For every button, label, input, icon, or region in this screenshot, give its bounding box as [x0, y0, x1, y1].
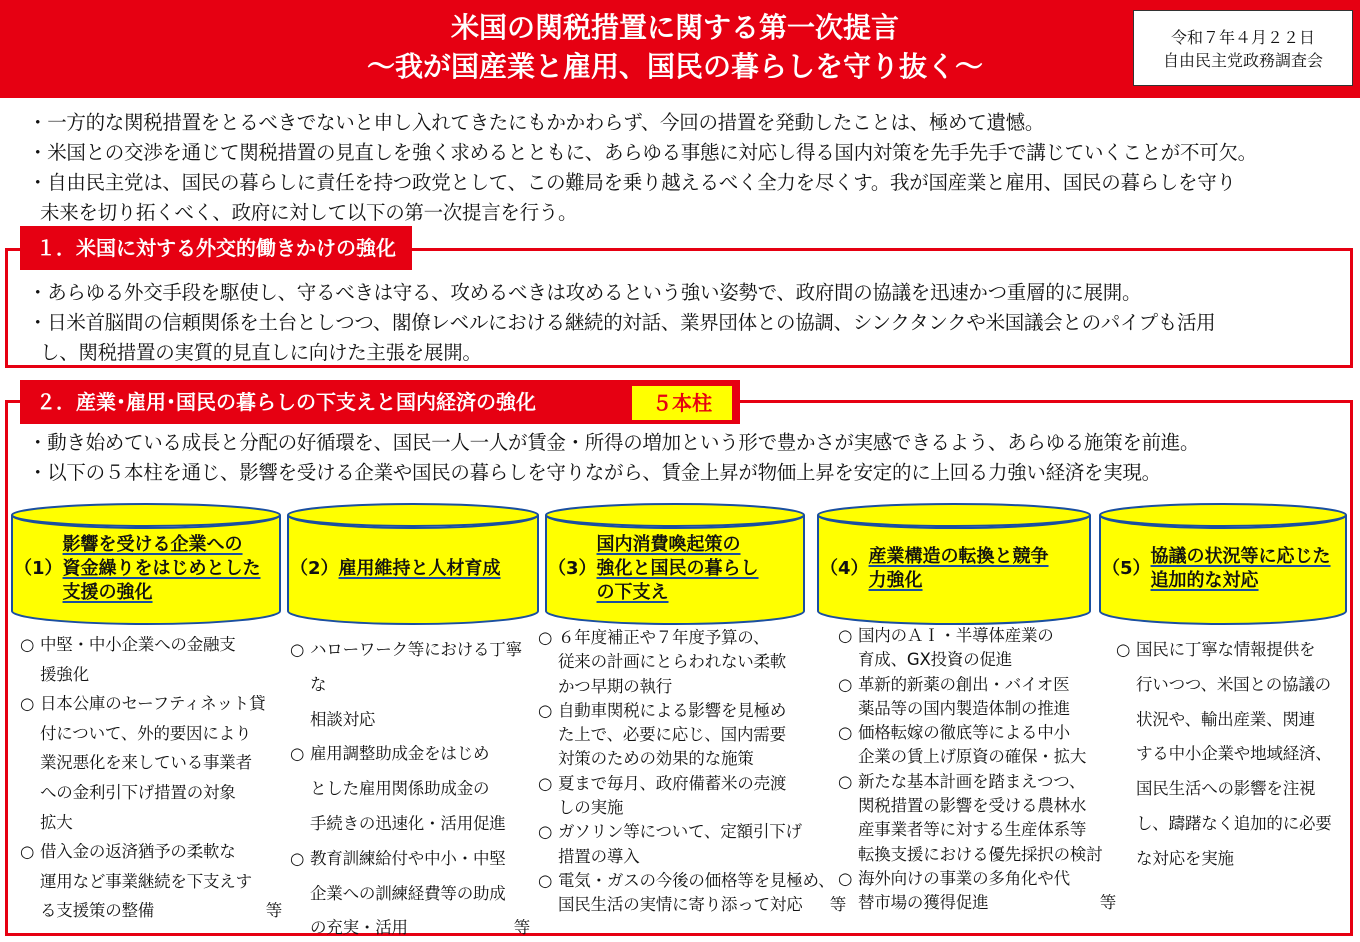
measure-line: とした雇用関係助成金の: [310, 779, 490, 799]
measure-line: 従来の計画にとらわれない柔軟: [558, 652, 787, 672]
measure-line: 夏まで毎月、政府備蓄米の売渡: [558, 773, 787, 793]
pillar-2-measures: [290, 633, 530, 942]
section-2-bullet: ・以下の５本柱を通じ、影響を受ける企業や国民の暮らしを守りながら、賃金上昇が物価上昇を安定的に上回る力強い経済を実現。: [28, 461, 1161, 484]
measure-line: 育成、GX投資の促進: [858, 650, 1013, 670]
circle-bullet-icon: ○: [538, 870, 553, 890]
title-line-1: 米国の関税措置に関する第一次提言: [450, 11, 899, 44]
measure-line: た上で、必要に応じ、国内需要: [558, 725, 786, 745]
measure-line: 付について、外的要因により: [40, 723, 252, 743]
circle-bullet-icon: ○: [20, 842, 35, 862]
circle-bullet-icon: ○: [290, 640, 305, 659]
circle-bullet-icon: ○: [838, 674, 853, 694]
measure-item: [20, 837, 282, 926]
circle-bullet-icon: ○: [290, 744, 305, 764]
pillar-title-line: 力強化: [868, 570, 923, 591]
measure-item: [290, 737, 530, 841]
measure-line: し、躊躇なく追加的に必要: [1136, 813, 1332, 833]
circle-bullet-icon: ○: [838, 626, 853, 645]
measure-line: 国民に丁寧な情報提供を: [1136, 640, 1316, 659]
measure-line: 日本公庫のセーフティネット貸: [40, 694, 266, 714]
section-1-bullet: ・あらゆる外交手段を駆使し、守るべきは守る、攻めるべきは攻めるという強い姿勢で、政府間の協議を迅速かつ重層的に展開。: [28, 281, 1142, 304]
measure-line: 海外向けの事業の多角化や代: [858, 868, 1070, 888]
organization: 自由民主党政務調査会: [1162, 51, 1323, 70]
measure-line: 運用など事業継続を下支えす: [40, 871, 252, 891]
measure-line: な対応を実施: [1136, 848, 1234, 868]
measure-line: 革新的新薬の創出・バイオ医: [858, 674, 1070, 694]
circle-bullet-icon: ○: [538, 773, 553, 793]
circle-bullet-icon: ○: [538, 700, 553, 720]
pillar-number: （3）: [548, 558, 597, 579]
measure-line: 国民生活の実情に寄り添って対応: [558, 895, 803, 915]
measure-line: 替市場の獲得促進: [858, 893, 989, 913]
measure-item: [538, 699, 846, 772]
section-2-body: [28, 428, 1348, 488]
pillar-3-cylinder: [544, 502, 806, 626]
circle-bullet-icon: ○: [838, 723, 853, 743]
pillar-title-line: 追加的な対応: [1150, 570, 1259, 591]
measure-line: 拡大: [40, 812, 73, 832]
measure-line: 自動車関税による影響を見極め: [558, 700, 787, 720]
five-pillars-tag: ５本柱: [632, 386, 732, 420]
measure-item: [538, 869, 846, 918]
pillar-3-measures: [538, 626, 846, 918]
circle-bullet-icon: ○: [20, 694, 35, 714]
pillar-title-line: 雇用維持と人材育成: [338, 558, 501, 579]
date-box: [1133, 10, 1353, 86]
circle-bullet-icon: ○: [1116, 640, 1131, 659]
measure-item: [20, 630, 282, 689]
etc-mark: 等: [1099, 893, 1116, 913]
measure-line: 中堅・中小企業への金融支: [40, 635, 236, 654]
measure-line: 状況や、輸出産業、関連: [1136, 709, 1315, 729]
measure-line: 薬品等の国内製造体制の推進: [858, 698, 1070, 718]
measure-item: [1116, 633, 1348, 877]
section-1-bullet: ・日米首脳間の信頼関係を土台としつつ、閣僚レベルにおける継続的対話、業界団体との協調、シンクタンクや米国議会とのパイプも活用: [28, 311, 1216, 334]
measure-line: 企業への訓練経費等の助成: [310, 883, 506, 903]
measure-line: ガソリン等について、定額引下げ: [558, 822, 802, 842]
pillar-title-line: 影響を受ける企業への: [62, 534, 243, 555]
pillar-4-measures: [838, 624, 1116, 916]
measure-line: 国民生活への影響を注視: [1136, 779, 1316, 799]
circle-bullet-icon: ○: [838, 868, 853, 888]
pillar-title-line: 支援の強化: [62, 582, 153, 603]
pillar-title: [339, 557, 501, 581]
measure-line: 産事業者等に対する生産体系等: [858, 820, 1087, 840]
etc-mark: 等: [265, 901, 282, 921]
measure-item: [538, 772, 846, 821]
section-1-heading: １．米国に対する外交的働きかけの強化: [20, 226, 412, 270]
measure-line: ６年度補正や７年度予算の、: [558, 628, 770, 647]
pillar-title-line: 資金繰りをはじめとした: [62, 558, 261, 579]
measure-item: [838, 721, 1116, 770]
measure-line: 対策のための効果的な施策: [558, 749, 754, 769]
pillar-number: （1）: [14, 558, 63, 579]
measure-line: 教育訓練給付や中小・中堅: [310, 848, 506, 868]
measure-line: 電気・ガスの今後の価格等を見極め、: [558, 870, 835, 890]
measure-item: [838, 673, 1116, 722]
section-2-heading: ２．産業･雇用･国民の暮らしの下支えと国内経済の強化: [20, 380, 740, 424]
measure-line: 業況悪化を来している事業者: [40, 753, 252, 773]
circle-bullet-icon: ○: [838, 771, 853, 791]
etc-mark: 等: [829, 895, 846, 915]
measure-item: [20, 689, 282, 837]
measure-line: かつ早期の執行: [558, 676, 673, 696]
pillar-title: [1151, 545, 1331, 593]
pillar-5-cylinder: [1098, 502, 1348, 626]
pillar-5-measures: [1116, 633, 1348, 877]
measure-line: する中小企業や地域経済、: [1136, 744, 1332, 764]
measure-item: [838, 770, 1116, 867]
pillar-2-heading: [286, 524, 540, 614]
pillar-number: （2）: [290, 558, 339, 579]
measure-line: 措置の導入: [558, 846, 640, 866]
measure-item: [538, 820, 846, 869]
pillar-title-line: 協議の状況等に応じた: [1150, 546, 1331, 567]
measure-line: 雇用調整助成金をはじめ: [310, 744, 490, 764]
date: 令和７年４月２２日: [1170, 28, 1315, 47]
measure-line: 手続きの迅速化・活用促進: [310, 813, 506, 833]
measure-line: 関税措置の影響を受ける農林水: [858, 796, 1087, 816]
measure-line: 企業の賃上げ原資の確保・拡大: [858, 747, 1087, 767]
pillar-title: [597, 533, 759, 605]
pillar-1-heading: [10, 524, 282, 614]
intro-bullet: ・米国との交渉を通じて関税措置の見直しを強く求めるとともに、あらゆる事態に対応し得る国内対策を先手先手で講じていくことが不可欠。: [28, 141, 1257, 164]
intro-bullet: ・自由民主党は、国民の暮らしに責任を持つ政党として、この難局を乗り越えるべく全力を尽くす。我が国産業と雇用、国民の暮らしを守り: [28, 171, 1236, 194]
section-1-body: [28, 278, 1348, 368]
measure-line: への金利引下げ措置の対象: [40, 782, 236, 802]
pillar-title: [63, 533, 261, 605]
measure-line: 価格転嫁の徹底等による中小: [858, 723, 1070, 743]
intro-bullet-continued: 未来を切り拓くべく、政府に対して以下の第一次提言を行う。: [40, 201, 578, 224]
pillar-title-line: 強化と国民の暮らし: [596, 558, 759, 579]
measure-item: [538, 626, 846, 699]
pillar-2-cylinder: [286, 502, 540, 626]
measure-line: 援強化: [40, 664, 89, 684]
pillar-title-line: 産業構造の転換と競争: [868, 546, 1049, 567]
measure-item: [838, 624, 1116, 673]
measure-line: 新たな基本計画を踏まえつつ、: [858, 771, 1086, 791]
pillar-title-line: 国内消費喚起策の: [596, 534, 741, 555]
circle-bullet-icon: ○: [538, 822, 553, 842]
etc-mark: 等: [513, 918, 530, 938]
measure-line: の充実・活用: [310, 918, 408, 938]
measure-line: しの実施: [558, 798, 624, 818]
measure-line: 借入金の返済猶予の柔軟な: [40, 842, 236, 862]
pillar-4-heading: [816, 524, 1092, 614]
pillar-4-cylinder: [816, 502, 1092, 626]
circle-bullet-icon: ○: [20, 635, 35, 654]
measure-item: [290, 842, 530, 942]
intro-bullet: ・一方的な関税措置をとるべきでないと申し入れてきたにもかかわらず、今回の措置を発動したことは、極めて遺憾。: [28, 111, 1045, 134]
pillar-number: （5）: [1102, 558, 1151, 579]
pillar-title-line: の下支え: [596, 582, 669, 603]
pillar-3-heading: [544, 524, 806, 614]
pillar-1-cylinder: [10, 502, 282, 626]
measure-line: 転換支援における優先採択の検討: [858, 844, 1103, 864]
pillar-number: （4）: [820, 558, 869, 579]
pillar-5-heading: [1098, 524, 1348, 614]
measure-line: 相談対応: [310, 709, 376, 729]
measure-line: 行いつつ、米国との協議の: [1136, 674, 1331, 694]
circle-bullet-icon: ○: [538, 628, 553, 647]
circle-bullet-icon: ○: [290, 848, 305, 868]
section-2-bullet: ・動き始めている成長と分配の好循環を、国民一人一人が賃金・所得の増加という形で豊かさが実感できるよう、あらゆる施策を前進。: [28, 431, 1200, 454]
pillar-1-measures: [20, 630, 282, 926]
measure-item: [838, 867, 1116, 916]
measure-item: [290, 633, 530, 737]
measure-line: る支援策の整備: [40, 901, 155, 921]
title-line-2: ～我が国産業と雇用、国民の暮らしを守り抜く～: [366, 50, 983, 83]
intro-bullets: [28, 108, 1353, 228]
measure-line: 国内のＡＩ・半導体産業の: [858, 626, 1054, 645]
pillar-title: [869, 545, 1049, 593]
measure-line: ハローワーク等における丁寧な: [310, 640, 522, 694]
section-1-bullet-continued: し、関税措置の実質的見直しに向けた主張を展開。: [40, 341, 482, 364]
